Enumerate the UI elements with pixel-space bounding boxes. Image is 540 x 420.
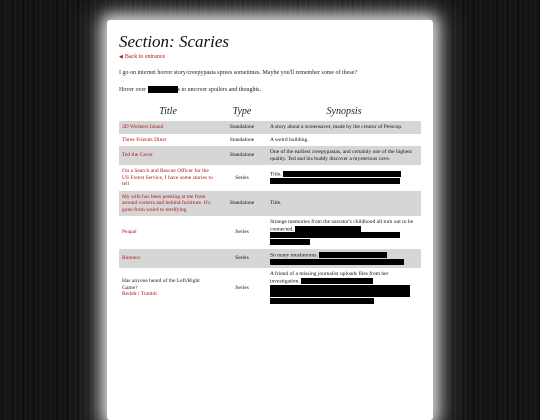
column-header-title: Title <box>159 106 177 117</box>
story-title-link[interactable]: Three Friends Diner <box>122 136 167 143</box>
story-type: Series <box>235 229 249 236</box>
table-row <box>119 134 421 147</box>
story-type: Series <box>217 249 267 269</box>
story-title-link[interactable]: Peapal <box>122 229 137 236</box>
spoiler-redaction[interactable] <box>270 239 310 245</box>
spoiler-redaction[interactable] <box>295 226 361 232</box>
table-row <box>119 165 421 191</box>
spoiler-redaction[interactable] <box>319 252 387 258</box>
back-link-label: Back to entrance <box>124 54 166 60</box>
story-type: Standalone <box>217 121 267 134</box>
column-header-type: Type <box>232 106 252 117</box>
story-synopsis: Title. <box>267 191 421 217</box>
back-link[interactable] <box>119 54 421 60</box>
spoiler-redaction[interactable] <box>270 232 400 238</box>
table-row <box>119 249 421 269</box>
table-row <box>119 216 421 249</box>
redacted-block[interactable] <box>148 86 178 93</box>
story-synopsis-text: So many mushrooms. <box>270 252 318 259</box>
story-synopsis: A story about a screensaver, made by the creator of Petscop. <box>267 121 421 134</box>
story-synopsis <box>267 249 421 269</box>
hover-hint-post: s to uncover spoilers and thoughts. <box>177 87 261 93</box>
table-row <box>119 146 421 165</box>
story-type: Standalone <box>217 146 267 165</box>
story-synopsis-text: Title. <box>270 171 282 178</box>
story-synopsis <box>267 165 421 191</box>
story-title-cell <box>119 268 217 308</box>
story-synopsis-text: Strange memories from the narrator's childhood all turn out to be connected. <box>270 219 414 232</box>
story-type: Series <box>235 174 249 181</box>
story-title-text: Has anyone heard of the Left/Right Game? <box>122 278 200 291</box>
spoiler-redaction[interactable] <box>270 259 404 265</box>
intro-text: I go on internet horror story/creepypasta sprees sometimes. Maybe you'll remember some of these? <box>119 70 358 76</box>
story-synopsis: A weird building. <box>270 136 309 143</box>
column-header-synopsis: Synopsis <box>326 106 362 117</box>
spoiler-redaction[interactable] <box>270 291 410 297</box>
table-row <box>119 268 421 308</box>
story-type: Standalone <box>229 136 255 143</box>
spoiler-redaction[interactable] <box>270 285 410 291</box>
back-arrow-icon: ◀ <box>119 55 123 60</box>
table-row <box>119 121 421 134</box>
table-row <box>119 191 421 217</box>
story-source-link[interactable]: Reddit / Tumblr <box>122 291 158 298</box>
spoiler-redaction[interactable] <box>270 178 400 184</box>
story-title-link[interactable]: Ted the Caver <box>119 146 217 165</box>
hover-hint <box>119 86 421 94</box>
page-title: Section: Scaries <box>119 32 229 51</box>
story-synopsis <box>267 268 421 308</box>
story-type: Standalone <box>217 191 267 217</box>
story-title-link[interactable]: Runners <box>119 249 217 269</box>
story-title-link[interactable]: My wife has been peeking at me from around corners and behind furniture. It's gone from weird to terrifying <box>119 191 217 217</box>
story-synopsis <box>267 216 421 249</box>
story-synopsis-text: A friend of a missing journalist uploads files from her investigation. <box>270 271 389 285</box>
story-synopsis: One of the earliest creepypastas, and certainly one of the highest quality. Ted and his buddy discover a mysterious cave. <box>267 146 421 165</box>
story-title-link[interactable]: I'm a Search and Rescue Officer for the US Forest Service, I have some stories to tell <box>122 168 213 187</box>
story-title-link[interactable]: 3D Workers Island <box>119 121 217 134</box>
stories-table <box>119 104 421 308</box>
spoiler-redaction[interactable] <box>283 171 401 177</box>
hover-hint-pre: Hover over <box>119 87 147 93</box>
page-card <box>107 20 433 420</box>
story-type: Series <box>235 284 249 291</box>
spoiler-redaction[interactable] <box>301 278 373 284</box>
spoiler-redaction[interactable] <box>270 298 374 304</box>
